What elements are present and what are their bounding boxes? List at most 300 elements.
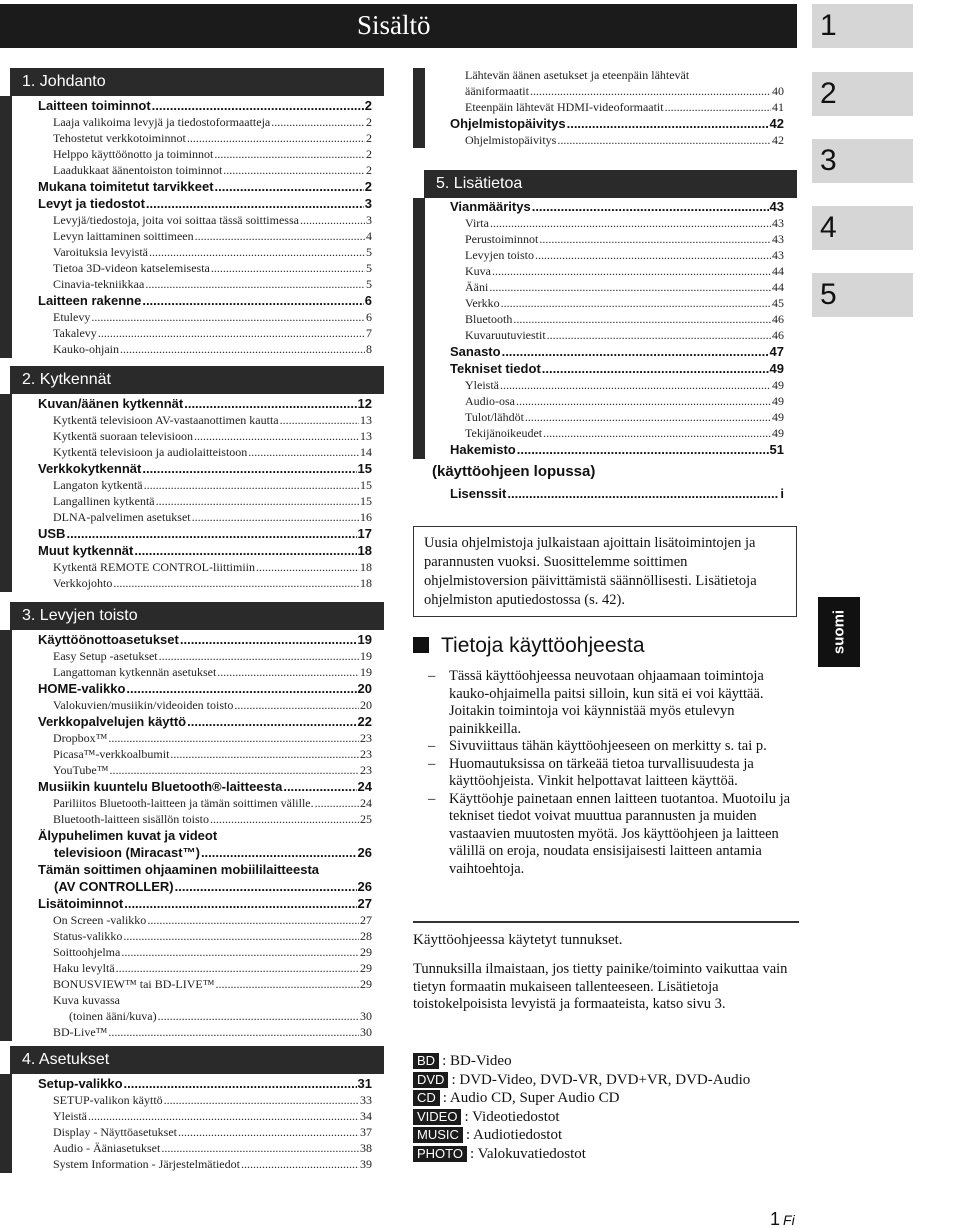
toc-entry-label: On Screen -valikko (53, 913, 147, 927)
toc-page-number: 31 (357, 1076, 372, 1091)
toc-main-entry[interactable] (450, 486, 784, 502)
toc-leader-dots (507, 486, 779, 502)
toc-entry-label: Levyjä/tiedostoja, joita voi soittaa tässä soittimessa (53, 213, 299, 227)
toc-leader-dots (315, 796, 359, 811)
divider (413, 921, 799, 923)
toc-leader-dots (665, 100, 771, 115)
section-side-bar (413, 198, 425, 459)
toc-entry-label: Musiikin kuuntelu Bluetooth®-laitteesta (38, 779, 283, 794)
toc-page-number: 12 (357, 396, 372, 411)
symbols-paragraph: Tunnuksilla ilmaistaan, jos tietty painike/toiminto vaikuttaa vain tietyn formaatin mukaiseen tallenteeseen. Lisätietoja toistokelpoisista levyistä ja formaateista, katso sivu 3. (413, 961, 788, 1012)
toc-main-entry[interactable] (38, 714, 372, 730)
toc-sub-entry[interactable] (465, 394, 784, 409)
toc-main-entry[interactable] (38, 632, 372, 648)
section-heading: 3. Levyjen toisto (10, 602, 384, 630)
software-info-box: Uusia ohjelmistoja julkaistaan ajoittain lisätoimintojen ja parannusten vuoksi. Suosittelemme soittimen ohjelmistoversion päivittämistä säännöllisesti. Lisätietoja ohjelmiston aputiedostossa (s. 42). (413, 526, 797, 617)
toc-sub-entry[interactable] (53, 913, 372, 928)
toc-entry-label: Tekniset tiedot (450, 361, 541, 376)
toc-entry-label: Älypuhelimen kuvat ja videot (38, 828, 218, 843)
toc-page-number: 20 (360, 698, 372, 712)
toc-page-number: 44 (772, 264, 784, 278)
toc-page-number: 49 (772, 410, 784, 424)
bullet-item: – Huomautuksissa on tärkeää tietoa turvallisuudesta ja käyttöohjeista. Vinkit helpottavat laitteen käyttöä. (428, 756, 800, 791)
toc-sub-entry[interactable] (53, 429, 372, 444)
toc-sub-entry[interactable] (465, 68, 784, 83)
toc-sub-entry[interactable] (465, 426, 784, 441)
toc-leader-dots (126, 681, 356, 697)
toc-main-entry[interactable] (38, 293, 372, 309)
toc-entry-label: Verkkojohto (53, 576, 113, 590)
toc-leader-dots (113, 576, 359, 591)
toc-sub-entry[interactable] (53, 649, 372, 664)
toc-main-entry[interactable] (450, 116, 784, 132)
toc-main-entry[interactable] (38, 896, 372, 912)
toc-page-number: 19 (360, 665, 372, 679)
toc-sub-entry[interactable] (465, 264, 784, 279)
toc-main-entry[interactable] (450, 361, 784, 377)
toc-leader-dots (159, 649, 359, 664)
toc-page-number: 30 (360, 1009, 372, 1023)
toc-entry-label: Varoituksia levyistä (53, 245, 148, 259)
toc-entry-label: Display - Näyttöasetukset (53, 1125, 177, 1139)
toc-sub-entry[interactable] (53, 147, 372, 162)
toc-main-entry[interactable] (450, 344, 784, 360)
toc-entry-label: Käyttöönottoasetukset (38, 632, 179, 647)
toc-sub-entry[interactable] (53, 115, 372, 130)
toc-page-number: 42 (772, 133, 784, 147)
toc-page-number: 49 (772, 426, 784, 440)
toc-page-number: 33 (360, 1093, 372, 1107)
symbol-row (413, 1108, 560, 1126)
toc-page-number: 13 (360, 429, 372, 443)
toc-main-entry[interactable] (38, 681, 372, 697)
toc-sub-entry[interactable] (53, 213, 372, 228)
toc-entry-label: USB (38, 526, 66, 541)
toc-leader-dots (124, 896, 356, 912)
toc-entry-label: Langaton kytkentä (53, 478, 143, 492)
toc-page-number: 43 (772, 216, 784, 230)
toc-page-number: 6 (366, 310, 372, 324)
chapter-tab-3[interactable]: 3 (812, 139, 913, 183)
toc-sub-entry[interactable] (53, 229, 372, 244)
toc-entry-label: Yleistä (53, 1109, 87, 1123)
toc-page-number: 34 (360, 1109, 372, 1123)
symbol-row (413, 1071, 750, 1089)
toc-page-number: 49 (772, 394, 784, 408)
toc-page-number: i (780, 486, 784, 501)
toc-sub-entry[interactable] (53, 261, 372, 276)
toc-page-number: 49 (772, 378, 784, 392)
toc-main-entry[interactable] (38, 526, 372, 542)
toc-leader-dots (108, 731, 359, 746)
toc-main-entry[interactable] (450, 199, 784, 215)
toc-leader-dots (120, 342, 365, 357)
toc-sub-entry[interactable] (53, 961, 372, 976)
chapter-tab-2[interactable]: 2 (812, 72, 913, 116)
toc-entry-label: Mukana toimitetut tarvikkeet (38, 179, 214, 194)
toc-entry-label: Kytkentä suoraan televisioon (53, 429, 193, 443)
toc-entry-label: Laitteen toiminnot (38, 98, 151, 113)
toc-entry-label: Vianmääritys (450, 199, 531, 214)
toc-leader-dots (280, 413, 359, 428)
toc-page-number: 2 (366, 115, 372, 129)
toc-leader-dots (195, 229, 365, 244)
toc-entry-label: Bluetooth (465, 312, 513, 326)
toc-entry-label: Takalevy (53, 326, 97, 340)
section-side-bar (413, 68, 425, 148)
toc-sub-entry[interactable] (53, 731, 372, 746)
toc-leader-dots (241, 1157, 359, 1172)
toc-sub-entry[interactable] (465, 296, 784, 311)
toc-sub-entry[interactable] (465, 232, 784, 247)
toc-entry-label: Langallinen kytkentä (53, 494, 155, 508)
chapter-tab-4[interactable]: 4 (812, 206, 913, 250)
toc-page-number: 43 (772, 248, 784, 262)
about-manual-list (428, 668, 800, 878)
toc-main-entry[interactable] (54, 879, 372, 895)
symbol-description: : BD-Video (442, 1053, 512, 1069)
toc-page-number: 15 (357, 461, 372, 476)
toc-leader-dots (490, 216, 771, 231)
toc-sub-entry[interactable] (465, 84, 784, 99)
toc-main-entry[interactable] (38, 461, 372, 477)
page-title: Sisältö (357, 10, 431, 40)
toc-page-number: 22 (357, 714, 372, 729)
toc-entry-label: Tulot/lähdöt (465, 410, 524, 424)
toc-page-number: 27 (357, 896, 372, 911)
toc-entry-label: Levyn laittaminen soittimeen (53, 229, 194, 243)
toc-entry-label: Eteenpäin lähtevät HDMI-videoformaatit (465, 100, 664, 114)
symbol-row (413, 1089, 619, 1107)
toc-page-number: 18 (357, 543, 372, 558)
toc-sub-entry[interactable] (465, 248, 784, 263)
toc-page-number: 7 (366, 326, 372, 340)
toc-page-number: 38 (360, 1141, 372, 1155)
toc-leader-dots (116, 961, 359, 976)
toc-entry-label: Bluetooth-laitteen sisällön toisto (53, 812, 209, 826)
toc-entry-label: Etulevy (53, 310, 91, 324)
toc-entry-label: Kuva (465, 264, 491, 278)
page-header-bar (0, 4, 797, 48)
toc-page-number: 45 (772, 296, 784, 310)
toc-page-number: 29 (360, 977, 372, 991)
toc-page-number: 43 (769, 199, 784, 214)
toc-leader-dots (234, 698, 359, 713)
toc-main-entry[interactable] (38, 196, 372, 212)
language-tab: suomi (818, 597, 860, 667)
toc-entry-label: Kuvaruutuviestit (465, 328, 546, 342)
toc-sub-entry[interactable] (53, 796, 372, 811)
toc-entry-label: Muut kytkennät (38, 543, 134, 558)
toc-entry-label: Soittoohjelma (53, 945, 121, 959)
symbols-heading: Käyttöohjeessa käytetyt tunnukset. (413, 932, 623, 948)
toc-leader-dots (142, 461, 356, 477)
toc-sub-entry[interactable] (465, 328, 784, 343)
toc-leader-dots (283, 779, 356, 795)
toc-leader-dots (216, 977, 360, 992)
toc-entry-label: Pariliitos Bluetooth-laitteen ja tämän soittimen välille. (53, 796, 314, 810)
toc-page-number: 46 (772, 328, 784, 342)
section-side-bar (0, 96, 12, 358)
toc-entry-label: Tämän soittimen ohjaaminen mobiililaitteesta (38, 862, 320, 877)
toc-sub-entry[interactable] (53, 310, 372, 325)
toc-entry-label: Lisätoiminnot (38, 896, 124, 911)
toc-sub-entry[interactable] (53, 413, 372, 428)
toc-entry-label: YouTube™ (53, 763, 109, 777)
toc-sub-entry[interactable] (53, 277, 372, 292)
toc-page-number: 5 (366, 277, 372, 291)
toc-main-entry[interactable] (38, 828, 372, 844)
toc-page-number: 6 (364, 293, 372, 308)
toc-sub-entry[interactable] (465, 410, 784, 425)
toc-sub-entry[interactable] (53, 1025, 372, 1040)
toc-entry-label: Levyjen toisto (465, 248, 534, 262)
toc-page-number: 47 (769, 344, 784, 359)
toc-sub-entry[interactable] (53, 245, 372, 260)
chapter-tab-5[interactable]: 5 (812, 273, 913, 317)
toc-leader-dots (192, 510, 359, 525)
toc-leader-dots (142, 293, 363, 309)
toc-main-entry[interactable] (38, 543, 372, 559)
bullet-item: – Sivuviittaus tähän käyttöohjeeseen on merkitty s. tai p. (428, 738, 800, 756)
toc-main-entry[interactable] (54, 845, 372, 861)
toc-page-number: 2 (364, 179, 372, 194)
toc-leader-dots (271, 115, 365, 130)
toc-page-number: 41 (772, 100, 784, 114)
toc-leader-dots (500, 378, 771, 393)
toc-sub-entry[interactable] (53, 510, 372, 525)
toc-sub-entry[interactable] (53, 342, 372, 357)
toc-leader-dots (300, 213, 365, 228)
toc-entry-label: System Information - Järjestelmätiedot (53, 1157, 240, 1171)
toc-leader-dots (180, 632, 357, 648)
toc-sub-entry[interactable] (53, 812, 372, 827)
toc-sub-entry[interactable] (53, 1125, 372, 1140)
toc-leader-dots (217, 665, 359, 680)
toc-leader-dots (121, 945, 359, 960)
toc-entry-label: Cinavia-tekniikkaa (53, 277, 145, 291)
toc-leader-dots (147, 913, 359, 928)
toc-leader-dots (161, 1141, 359, 1156)
toc-leader-dots (124, 1076, 357, 1092)
toc-main-entry[interactable] (38, 779, 372, 795)
toc-sub-entry[interactable] (53, 445, 372, 460)
toc-leader-dots (156, 494, 359, 509)
symbol-description: : Valokuvatiedostot (470, 1145, 586, 1162)
toc-page-number: 43 (772, 232, 784, 246)
toc-leader-dots (145, 277, 365, 292)
toc-sub-entry[interactable] (53, 1141, 372, 1156)
format-badge: VIDEO (413, 1109, 461, 1125)
toc-entry-label: Virta (465, 216, 489, 230)
toc-leader-dots (98, 326, 365, 341)
toc-main-entry[interactable] (450, 442, 784, 458)
toc-leader-dots (91, 310, 365, 325)
toc-page-number: 40 (772, 84, 784, 98)
section-side-bar (0, 394, 12, 592)
symbol-row (413, 1145, 586, 1163)
toc-sub-entry[interactable] (69, 1009, 372, 1024)
section-heading: 2. Kytkennät (10, 366, 384, 394)
toc-page-number: 44 (772, 280, 784, 294)
toc-sub-entry[interactable] (465, 133, 784, 148)
toc-leader-dots (214, 147, 365, 162)
toc-page-number: 19 (357, 632, 372, 647)
format-badge: CD (413, 1090, 440, 1106)
toc-entry-label: Verkko (465, 296, 500, 310)
format-badge: MUSIC (413, 1127, 463, 1143)
symbol-description: : Videotiedostot (464, 1108, 560, 1125)
toc-sub-entry[interactable] (53, 665, 372, 680)
toc-leader-dots (146, 196, 364, 212)
toc-leader-dots (567, 116, 769, 132)
toc-main-entry[interactable] (38, 1076, 372, 1092)
toc-sub-entry[interactable] (53, 494, 372, 509)
toc-entry-label: Easy Setup -asetukset (53, 649, 158, 663)
toc-leader-dots (194, 429, 359, 444)
toc-leader-dots (134, 543, 356, 559)
symbol-description: : Audio CD, Super Audio CD (442, 1090, 620, 1106)
toc-entry-label: Dropbox™ (53, 731, 108, 745)
toc-entry-label: ääniformaatit (465, 84, 529, 98)
toc-leader-dots (256, 560, 359, 575)
toc-entry-label: Status-valikko (53, 929, 123, 943)
toc-sub-entry[interactable] (53, 131, 372, 146)
toc-leader-dots (223, 163, 365, 178)
about-manual-heading: Tietoja käyttöohjeesta (413, 634, 645, 658)
toc-sub-entry[interactable] (465, 280, 784, 295)
toc-page-number: 15 (360, 494, 372, 508)
toc-main-entry[interactable] (38, 98, 372, 114)
toc-entry-label: Helppo käyttöönotto ja toiminnot (53, 147, 214, 161)
toc-page-number: 49 (769, 361, 784, 376)
symbol-description: : Audiotiedostot (465, 1127, 563, 1143)
toc-leader-dots (215, 179, 364, 195)
toc-page-number: 25 (360, 812, 372, 826)
toc-entry-label: Hakemisto (450, 442, 516, 457)
toc-leader-dots (88, 1109, 359, 1124)
toc-leader-dots (211, 261, 365, 276)
toc-leader-dots (492, 264, 771, 279)
toc-entry-label: Sanasto (450, 344, 501, 359)
toc-leader-dots (535, 248, 771, 263)
toc-page-number: 4 (366, 229, 372, 243)
toc-page-number: 20 (357, 681, 372, 696)
toc-main-entry[interactable] (38, 862, 372, 878)
toc-entry-label: HOME-valikko (38, 681, 126, 696)
toc-sub-entry[interactable] (53, 576, 372, 591)
toc-sub-entry[interactable] (53, 929, 372, 944)
toc-page-number: 5 (366, 245, 372, 259)
toc-entry-label: Tekijänoikeudet (465, 426, 543, 440)
toc-page-number: 23 (360, 747, 372, 761)
toc-sub-entry[interactable] (53, 478, 372, 493)
toc-page-number: 27 (360, 913, 372, 927)
bullet-item: – Tässä käyttöohjeessa neuvotaan ohjaamaan toimintoja kauko-ohjaimella paitsi silloin, kun sitä ei voi käyttää. Joitakin toimintoja voi käynnistää myös etulevyn painikkeilla. (428, 668, 800, 738)
toc-page-number: 29 (360, 945, 372, 959)
toc-sub-entry[interactable] (53, 1157, 372, 1172)
toc-entry-label: Verkkopalvelujen käyttö (38, 714, 187, 729)
format-badge: BD (413, 1053, 439, 1069)
toc-page-number: 8 (366, 342, 372, 356)
toc-sub-entry[interactable] (53, 945, 372, 960)
toc-entry-label: Yleistä (465, 378, 499, 392)
toc-page-number: 37 (360, 1125, 372, 1139)
toc-leader-dots (123, 929, 359, 944)
toc-leader-dots (557, 133, 771, 148)
toc-entry-label: Verkkokytkennät (38, 461, 142, 476)
page-number: 1 Fi (770, 1209, 795, 1228)
toc-entry-label: Kytkentä televisioon AV-vastaanottimen kautta (53, 413, 279, 427)
toc-sub-entry[interactable] (465, 312, 784, 327)
toc-entry-label: (AV CONTROLLER) (54, 879, 174, 894)
toc-page-number: 51 (769, 442, 784, 457)
toc-entry-label: Ohjelmistopäivitys (450, 116, 566, 131)
toc-entry-label: Audio-osa (465, 394, 515, 408)
toc-leader-dots (543, 426, 771, 441)
toc-leader-dots (108, 1025, 359, 1040)
toc-main-entry[interactable] (38, 396, 372, 412)
toc-sub-entry[interactable] (53, 326, 372, 341)
toc-sub-entry[interactable] (53, 993, 372, 1008)
toc-leader-dots (152, 98, 364, 114)
toc-leader-dots (66, 526, 356, 542)
toc-entry-label: Kuvan/äänen kytkennät (38, 396, 184, 411)
toc-sub-entry[interactable] (465, 100, 784, 115)
toc-leader-dots (184, 396, 356, 412)
endnote-heading: (käyttöohjeen lopussa) (432, 463, 596, 480)
toc-sub-entry[interactable] (53, 763, 372, 778)
toc-sub-entry[interactable] (53, 1093, 372, 1108)
toc-sub-entry[interactable] (53, 163, 372, 178)
toc-leader-dots (513, 312, 771, 327)
toc-sub-entry[interactable] (465, 216, 784, 231)
toc-entry-label: Kytkentä televisioon ja audiolaitteistoon (53, 445, 248, 459)
toc-leader-dots (501, 296, 771, 311)
chapter-tab-1[interactable]: 1 (812, 4, 913, 48)
toc-sub-entry[interactable] (465, 378, 784, 393)
toc-entry-label: Laadukkaat äänentoiston toiminnot (53, 163, 223, 177)
toc-page-number: 29 (360, 961, 372, 975)
toc-page-number: 42 (769, 116, 784, 131)
toc-page-number: 18 (360, 576, 372, 590)
toc-sub-entry[interactable] (53, 977, 372, 992)
toc-page-number: 23 (360, 763, 372, 777)
toc-page-number: 24 (360, 796, 372, 810)
section-heading: 5. Lisätietoa (424, 170, 797, 198)
format-badge: PHOTO (413, 1146, 467, 1162)
toc-page-number: 2 (364, 98, 372, 113)
toc-entry-label: televisioon (Miracast™) (54, 845, 200, 860)
toc-page-number: 26 (357, 845, 372, 860)
toc-sub-entry[interactable] (53, 698, 372, 713)
toc-main-entry[interactable] (38, 179, 372, 195)
toc-entry-label: Laitteen rakenne (38, 293, 142, 308)
section-side-bar (0, 630, 12, 1041)
toc-entry-label: BD-Live™ (53, 1025, 108, 1039)
toc-sub-entry[interactable] (53, 1109, 372, 1124)
toc-entry-label: Tietoa 3D-videon katselemisesta (53, 261, 210, 275)
toc-leader-dots (178, 1125, 359, 1140)
toc-leader-dots (542, 361, 769, 377)
toc-sub-entry[interactable] (53, 747, 372, 762)
section-heading: 1. Johdanto (10, 68, 384, 96)
toc-leader-dots (201, 845, 357, 861)
toc-leader-dots (210, 812, 359, 827)
bullet-item: – Käyttöohje painetaan ennen laitteen tuotantoa. Muotoilu ja tekniset tiedot voivat muuttua parannusten ja muiden vastaavien muutosten myötä. Jos käyttöohjeen ja laitteen välillä on eroja, noudata ensisijaisesti laitteen antamia vaihtoehtoja. (428, 791, 800, 879)
toc-entry-label: Audio - Ääniasetukset (53, 1141, 161, 1155)
toc-sub-entry[interactable] (53, 560, 372, 575)
